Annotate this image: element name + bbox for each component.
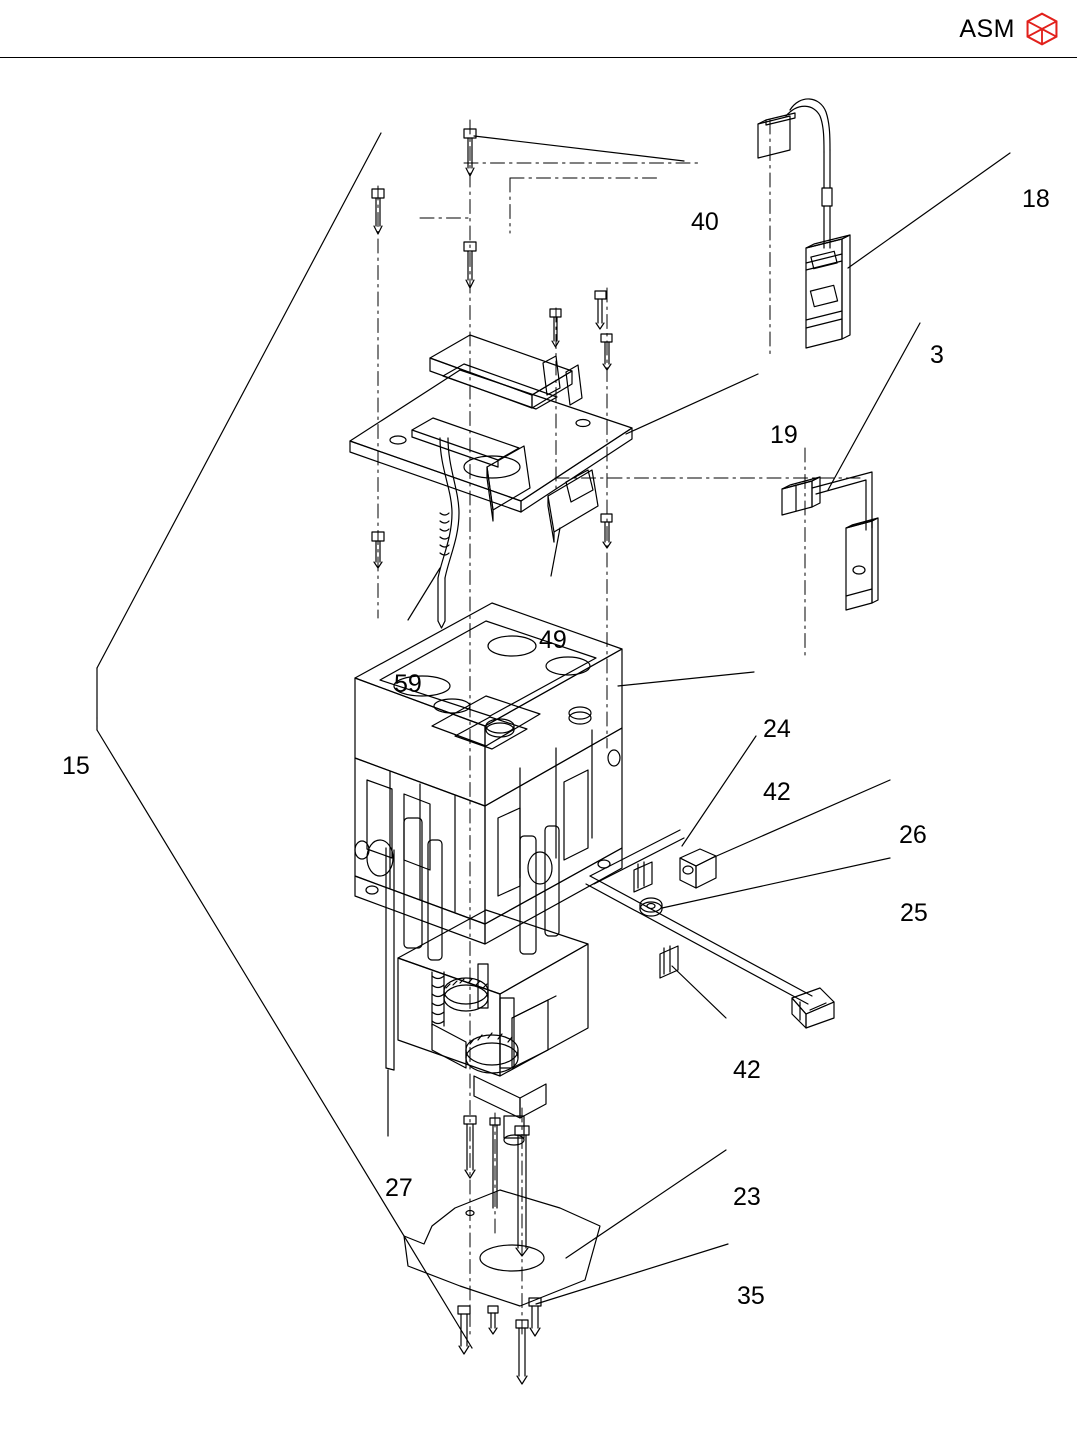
sensor-module-18	[758, 99, 850, 348]
exploded-assembly-drawing	[0, 58, 1077, 1449]
callout-23: 23	[733, 1183, 761, 1211]
callout-35: 35	[737, 1282, 765, 1310]
brand	[959, 12, 1059, 46]
top-plate-subassembly	[350, 335, 632, 628]
callout-42-bottom: 42	[733, 1056, 761, 1084]
callout-26: 26	[899, 821, 927, 849]
callout-19: 19	[770, 421, 798, 449]
hexagon-cube-logo-icon	[1025, 12, 1059, 46]
leader-lines	[97, 136, 1010, 1304]
lower-mechanism	[398, 910, 588, 1145]
callout-3: 3	[930, 341, 944, 369]
drawing-canvas	[0, 58, 1077, 1449]
callout-59: 59	[394, 670, 422, 698]
callout-18: 18	[1022, 185, 1050, 213]
callout-40: 40	[691, 208, 719, 236]
callout-25: 25	[900, 899, 928, 927]
callout-27: 27	[385, 1174, 413, 1202]
lever-and-hardware	[586, 830, 834, 1028]
page-header	[0, 0, 1077, 58]
callout-24: 24	[763, 715, 791, 743]
bracket-part-3	[782, 472, 878, 610]
assembly-boundary-frame	[97, 133, 472, 1348]
callout-42-top: 42	[763, 778, 791, 806]
bottom-plate-23	[404, 1190, 600, 1306]
callout-15: 15	[62, 752, 90, 780]
callout-49: 49	[539, 626, 567, 654]
brand-text: ASM	[959, 14, 1015, 43]
